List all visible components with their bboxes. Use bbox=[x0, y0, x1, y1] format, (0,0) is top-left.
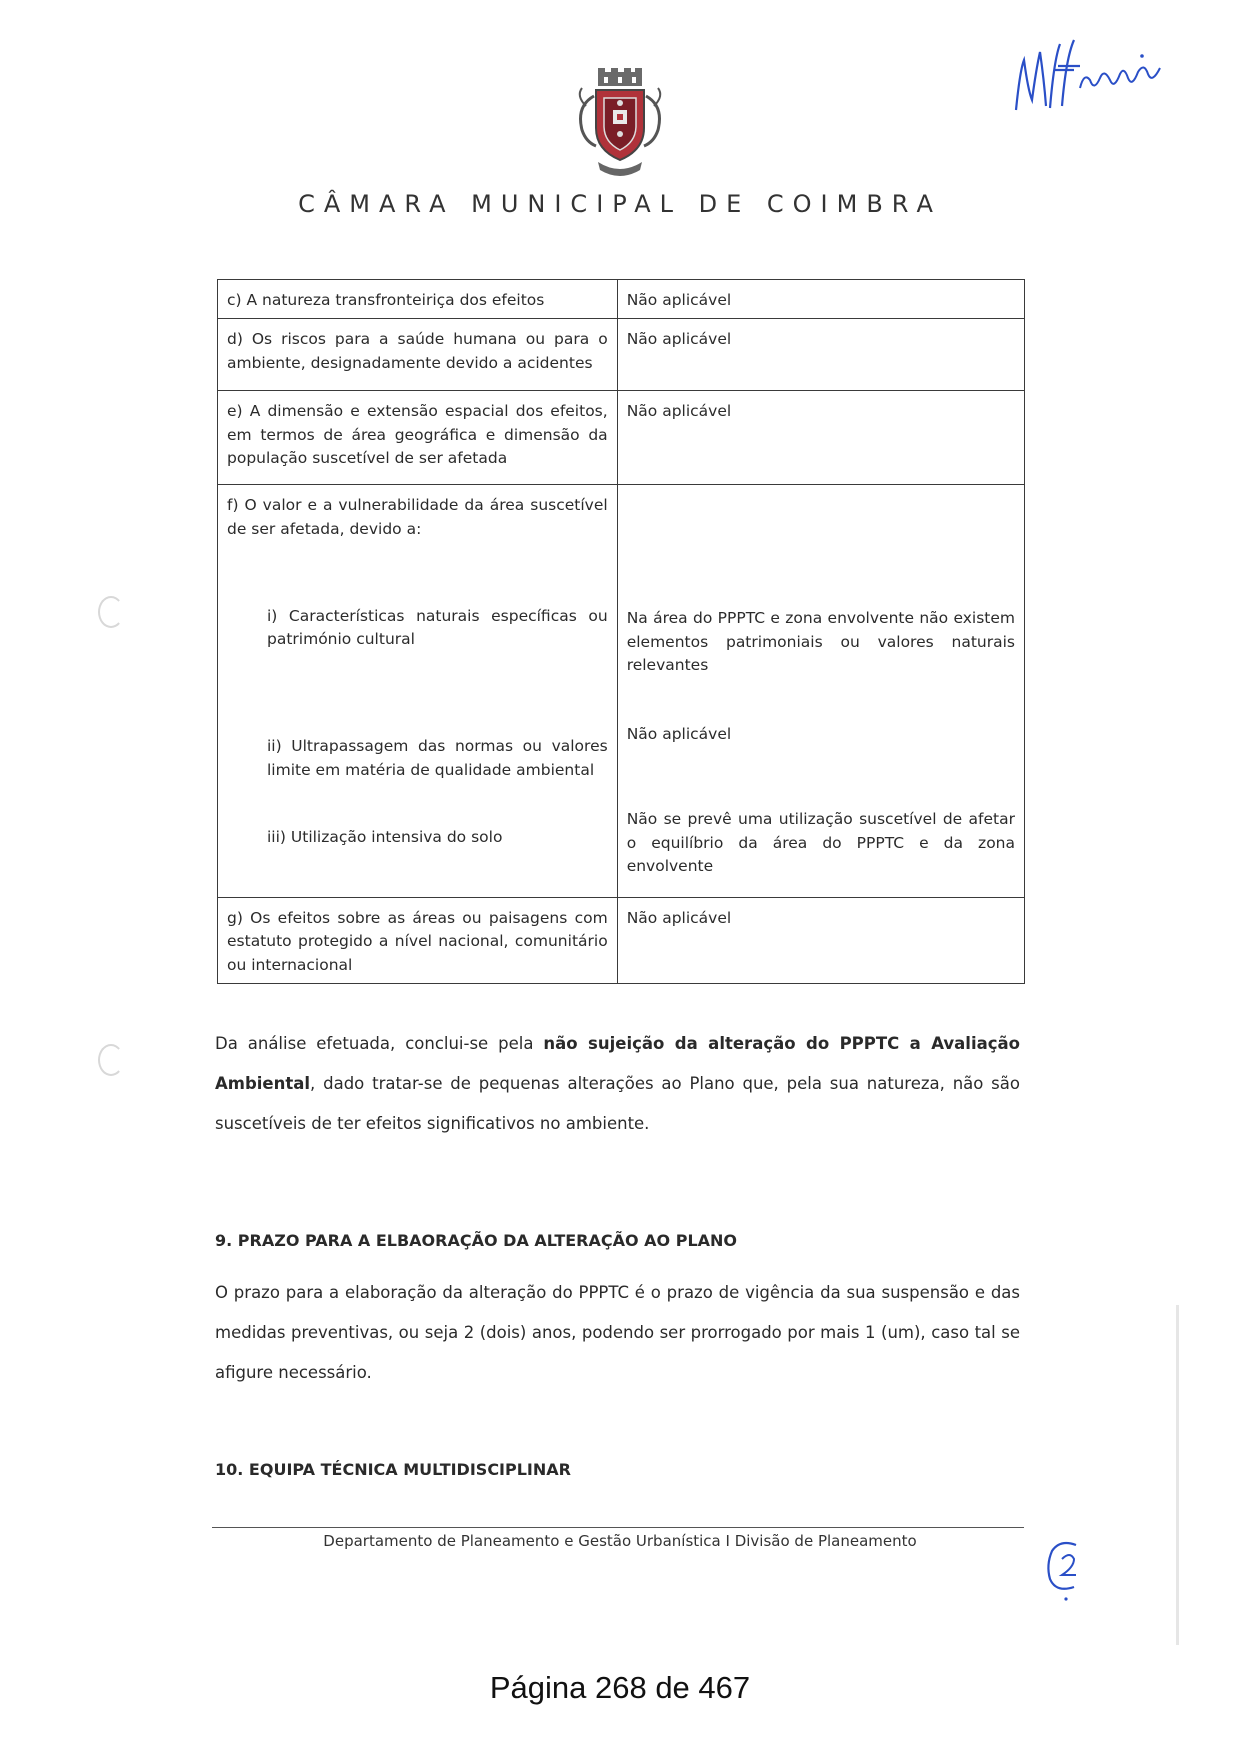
handwritten-signature bbox=[1010, 30, 1170, 120]
table-cell-assessment: Não aplicável bbox=[617, 391, 1024, 485]
section-9-paragraph: O prazo para a elaboração da alteração do PPPTC é o prazo de vigência da sua suspensão e das medidas preventivas, ou seja 2 (dois) anos, podendo ser prorrogado por mais 1 (um), caso tal se afigure necessário. bbox=[215, 1283, 1020, 1382]
criterion-f-i: i) Características naturais específicas ou património cultural bbox=[267, 606, 608, 648]
table-row bbox=[218, 391, 1025, 485]
organization-name: CÂMARA MUNICIPAL DE COIMBRA bbox=[298, 190, 942, 218]
section-10-heading: 10. EQUIPA TÉCNICA MULTIDISCIPLINAR bbox=[215, 1460, 571, 1479]
conclusion-text-bold: não sujeição da alteração do PPPTC a Avaliação Ambiental bbox=[215, 1034, 1020, 1093]
page-marker-label: 2 bbox=[1040, 1535, 1041, 1536]
table-row bbox=[218, 485, 1025, 898]
table-cell-criterion: d) Os riscos para a saúde humana ou para o ambiente, designadamente devido a acidentes bbox=[218, 319, 618, 391]
coat-of-arms-logo bbox=[560, 66, 680, 186]
table-cell-assessment-group bbox=[617, 485, 1024, 898]
punch-hole-upper bbox=[98, 596, 124, 628]
table-cell-assessment: Não aplicável bbox=[617, 280, 1024, 319]
table-row bbox=[218, 319, 1025, 391]
handwritten-page-marker bbox=[1040, 1535, 1090, 1605]
table-cell-criterion: g) Os efeitos sobre as áreas ou paisagens com estatuto protegido a nível nacional, comunitário ou internacional bbox=[218, 898, 618, 984]
punch-hole-lower bbox=[98, 1044, 124, 1076]
table-cell-criterion: c) A natureza transfronteiriça dos efeitos bbox=[218, 280, 618, 319]
assessment-f-ii: Não aplicável bbox=[626, 725, 732, 743]
table-row bbox=[218, 898, 1025, 984]
criterion-f-ii: ii) Ultrapassagem das normas ou valores limite em matéria de qualidade ambiental bbox=[267, 737, 608, 779]
table-row bbox=[218, 280, 1025, 319]
criterion-f-iii: iii) Utilização intensiva do solo bbox=[267, 827, 503, 846]
table-cell-assessment: Não aplicável bbox=[617, 898, 1024, 984]
criteria-table bbox=[217, 279, 1025, 984]
conclusion-text-start: Da análise efetuada, conclui-se pela bbox=[215, 1034, 544, 1053]
assessment-f-i: Na área do PPPTC e zona envolvente não existem elementos patrimoniais ou valores naturais relevantes bbox=[626, 609, 1015, 674]
page-number: Página 268 de 467 bbox=[489, 1670, 751, 1705]
conclusion-text-end: , dado tratar-se de pequenas alterações ao Plano que, pela sua natureza, não são suscetíveis de ter efeitos significativos no ambiente. bbox=[215, 1074, 1020, 1133]
section-9-heading: 9. PRAZO PARA A ELBAORAÇÃO DA ALTERAÇÃO AO PLANO bbox=[215, 1231, 738, 1250]
table-cell-criterion: e) A dimensão e extensão espacial dos efeitos, em termos de área geográfica e dimensão da população suscetível de ser afetada bbox=[218, 391, 618, 485]
footer-department: Departamento de Planeamento e Gestão Urbanística I Divisão de Planeamento bbox=[323, 1532, 917, 1550]
criterion-f-intro: f) O valor e a vulnerabilidade da área suscetível de ser afetada, devido a: bbox=[227, 496, 608, 538]
scan-edge-line bbox=[1176, 1305, 1179, 1645]
table-cell-assessment: Não aplicável bbox=[617, 319, 1024, 391]
table-cell-criterion-group bbox=[218, 485, 618, 898]
conclusion-paragraph bbox=[215, 1024, 1020, 1144]
assessment-f-iii: Não se prevê uma utilização suscetível de afetar o equilíbrio da área do PPPTC e da zona envolvente bbox=[626, 810, 1015, 875]
footer-divider bbox=[212, 1527, 1024, 1528]
